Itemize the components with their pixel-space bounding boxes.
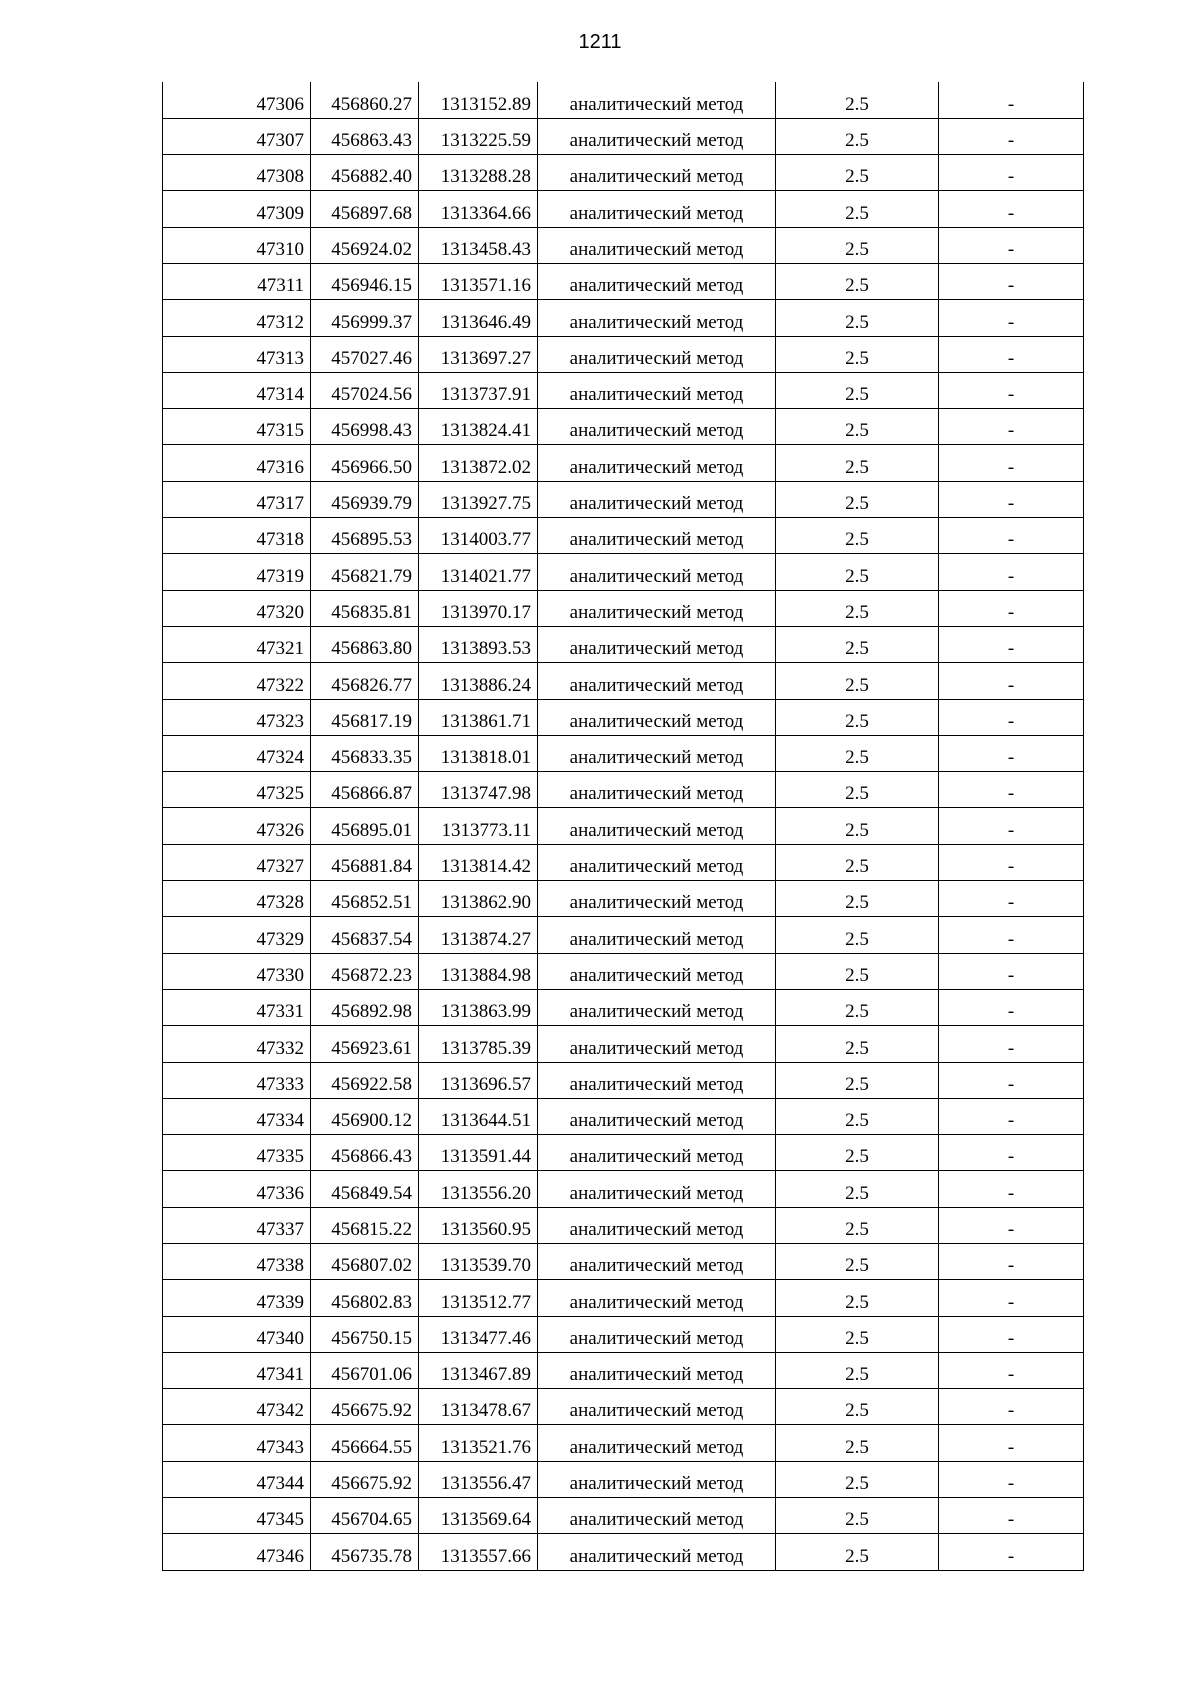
note-cell: - bbox=[939, 772, 1084, 808]
note-cell: - bbox=[939, 1498, 1084, 1534]
point-number-cell: 47335 bbox=[163, 1135, 311, 1171]
y-coordinate-cell: 1313557.66 bbox=[419, 1534, 538, 1570]
y-coordinate-cell: 1313872.02 bbox=[419, 445, 538, 481]
accuracy-cell: 2.5 bbox=[776, 1207, 939, 1243]
accuracy-cell: 2.5 bbox=[776, 1026, 939, 1062]
method-cell: аналитический метод bbox=[538, 336, 776, 372]
note-cell: - bbox=[939, 663, 1084, 699]
accuracy-cell: 2.5 bbox=[776, 989, 939, 1025]
table-row bbox=[163, 445, 1084, 481]
table-row bbox=[163, 808, 1084, 844]
accuracy-cell: 2.5 bbox=[776, 626, 939, 662]
x-coordinate-cell: 456998.43 bbox=[311, 409, 419, 445]
x-coordinate-cell: 457024.56 bbox=[311, 372, 419, 408]
x-coordinate-cell: 456923.61 bbox=[311, 1026, 419, 1062]
x-coordinate-cell: 456866.87 bbox=[311, 772, 419, 808]
accuracy-cell: 2.5 bbox=[776, 1098, 939, 1134]
point-number-cell: 47327 bbox=[163, 844, 311, 880]
x-coordinate-cell: 456966.50 bbox=[311, 445, 419, 481]
y-coordinate-cell: 1314021.77 bbox=[419, 554, 538, 590]
x-coordinate-cell: 456866.43 bbox=[311, 1135, 419, 1171]
method-cell: аналитический метод bbox=[538, 1498, 776, 1534]
y-coordinate-cell: 1313477.46 bbox=[419, 1316, 538, 1352]
table-row bbox=[163, 1062, 1084, 1098]
note-cell: - bbox=[939, 1098, 1084, 1134]
point-number-cell: 47317 bbox=[163, 481, 311, 517]
point-number-cell: 47333 bbox=[163, 1062, 311, 1098]
x-coordinate-cell: 456849.54 bbox=[311, 1171, 419, 1207]
note-cell: - bbox=[939, 1534, 1084, 1570]
point-number-cell: 47318 bbox=[163, 518, 311, 554]
note-cell: - bbox=[939, 844, 1084, 880]
table-row bbox=[163, 735, 1084, 771]
method-cell: аналитический метод bbox=[538, 590, 776, 626]
point-number-cell: 47316 bbox=[163, 445, 311, 481]
y-coordinate-cell: 1313288.28 bbox=[419, 155, 538, 191]
accuracy-cell: 2.5 bbox=[776, 590, 939, 626]
table-row bbox=[163, 881, 1084, 917]
note-cell: - bbox=[939, 409, 1084, 445]
note-cell: - bbox=[939, 590, 1084, 626]
accuracy-cell: 2.5 bbox=[776, 191, 939, 227]
y-coordinate-cell: 1313556.20 bbox=[419, 1171, 538, 1207]
note-cell: - bbox=[939, 227, 1084, 263]
method-cell: аналитический метод bbox=[538, 409, 776, 445]
table-row bbox=[163, 1207, 1084, 1243]
y-coordinate-cell: 1313862.90 bbox=[419, 881, 538, 917]
note-cell: - bbox=[939, 336, 1084, 372]
x-coordinate-cell: 456826.77 bbox=[311, 663, 419, 699]
y-coordinate-cell: 1313556.47 bbox=[419, 1461, 538, 1497]
accuracy-cell: 2.5 bbox=[776, 808, 939, 844]
table-row bbox=[163, 300, 1084, 336]
y-coordinate-cell: 1313747.98 bbox=[419, 772, 538, 808]
point-number-cell: 47314 bbox=[163, 372, 311, 408]
note-cell: - bbox=[939, 626, 1084, 662]
method-cell: аналитический метод bbox=[538, 1207, 776, 1243]
x-coordinate-cell: 456999.37 bbox=[311, 300, 419, 336]
table-row bbox=[163, 844, 1084, 880]
table-row bbox=[163, 191, 1084, 227]
table-row bbox=[163, 626, 1084, 662]
point-number-cell: 47330 bbox=[163, 953, 311, 989]
table-row bbox=[163, 1244, 1084, 1280]
y-coordinate-cell: 1313458.43 bbox=[419, 227, 538, 263]
method-cell: аналитический метод bbox=[538, 735, 776, 771]
accuracy-cell: 2.5 bbox=[776, 554, 939, 590]
point-number-cell: 47342 bbox=[163, 1389, 311, 1425]
y-coordinate-cell: 1313569.64 bbox=[419, 1498, 538, 1534]
accuracy-cell: 2.5 bbox=[776, 518, 939, 554]
point-number-cell: 47312 bbox=[163, 300, 311, 336]
note-cell: - bbox=[939, 917, 1084, 953]
accuracy-cell: 2.5 bbox=[776, 917, 939, 953]
point-number-cell: 47346 bbox=[163, 1534, 311, 1570]
note-cell: - bbox=[939, 1352, 1084, 1388]
table-row bbox=[163, 1280, 1084, 1316]
y-coordinate-cell: 1313893.53 bbox=[419, 626, 538, 662]
accuracy-cell: 2.5 bbox=[776, 155, 939, 191]
accuracy-cell: 2.5 bbox=[776, 1062, 939, 1098]
x-coordinate-cell: 456892.98 bbox=[311, 989, 419, 1025]
method-cell: аналитический метод bbox=[538, 191, 776, 227]
note-cell: - bbox=[939, 1389, 1084, 1425]
y-coordinate-cell: 1313571.16 bbox=[419, 263, 538, 299]
method-cell: аналитический метод bbox=[538, 155, 776, 191]
point-number-cell: 47313 bbox=[163, 336, 311, 372]
accuracy-cell: 2.5 bbox=[776, 699, 939, 735]
x-coordinate-cell: 456872.23 bbox=[311, 953, 419, 989]
table-row bbox=[163, 1135, 1084, 1171]
note-cell: - bbox=[939, 989, 1084, 1025]
x-coordinate-cell: 456835.81 bbox=[311, 590, 419, 626]
table-row bbox=[163, 917, 1084, 953]
note-cell: - bbox=[939, 1244, 1084, 1280]
note-cell: - bbox=[939, 1135, 1084, 1171]
note-cell: - bbox=[939, 735, 1084, 771]
y-coordinate-cell: 1313644.51 bbox=[419, 1098, 538, 1134]
x-coordinate-cell: 456664.55 bbox=[311, 1425, 419, 1461]
page-number: 1211 bbox=[578, 31, 622, 53]
method-cell: аналитический метод bbox=[538, 445, 776, 481]
method-cell: аналитический метод bbox=[538, 953, 776, 989]
table-row bbox=[163, 699, 1084, 735]
table-row bbox=[163, 1461, 1084, 1497]
x-coordinate-cell: 456895.01 bbox=[311, 808, 419, 844]
accuracy-cell: 2.5 bbox=[776, 1461, 939, 1497]
accuracy-cell: 2.5 bbox=[776, 1316, 939, 1352]
accuracy-cell: 2.5 bbox=[776, 1280, 939, 1316]
accuracy-cell: 2.5 bbox=[776, 227, 939, 263]
point-number-cell: 47320 bbox=[163, 590, 311, 626]
method-cell: аналитический метод bbox=[538, 626, 776, 662]
table-row bbox=[163, 82, 1084, 118]
x-coordinate-cell: 456821.79 bbox=[311, 554, 419, 590]
point-number-cell: 47338 bbox=[163, 1244, 311, 1280]
method-cell: аналитический метод bbox=[538, 263, 776, 299]
accuracy-cell: 2.5 bbox=[776, 336, 939, 372]
point-number-cell: 47343 bbox=[163, 1425, 311, 1461]
y-coordinate-cell: 1313970.17 bbox=[419, 590, 538, 626]
table-row bbox=[163, 1389, 1084, 1425]
x-coordinate-cell: 456815.22 bbox=[311, 1207, 419, 1243]
x-coordinate-cell: 456939.79 bbox=[311, 481, 419, 517]
method-cell: аналитический метод bbox=[538, 372, 776, 408]
x-coordinate-cell: 456900.12 bbox=[311, 1098, 419, 1134]
accuracy-cell: 2.5 bbox=[776, 953, 939, 989]
method-cell: аналитический метод bbox=[538, 481, 776, 517]
accuracy-cell: 2.5 bbox=[776, 1498, 939, 1534]
y-coordinate-cell: 1313927.75 bbox=[419, 481, 538, 517]
note-cell: - bbox=[939, 481, 1084, 517]
x-coordinate-cell: 456924.02 bbox=[311, 227, 419, 263]
point-number-cell: 47336 bbox=[163, 1171, 311, 1207]
x-coordinate-cell: 456946.15 bbox=[311, 263, 419, 299]
accuracy-cell: 2.5 bbox=[776, 82, 939, 118]
table-row bbox=[163, 1316, 1084, 1352]
y-coordinate-cell: 1313478.67 bbox=[419, 1389, 538, 1425]
method-cell: аналитический метод bbox=[538, 1425, 776, 1461]
x-coordinate-cell: 456860.27 bbox=[311, 82, 419, 118]
note-cell: - bbox=[939, 1171, 1084, 1207]
method-cell: аналитический метод bbox=[538, 844, 776, 880]
method-cell: аналитический метод bbox=[538, 118, 776, 154]
point-number-cell: 47315 bbox=[163, 409, 311, 445]
note-cell: - bbox=[939, 953, 1084, 989]
y-coordinate-cell: 1313861.71 bbox=[419, 699, 538, 735]
point-number-cell: 47306 bbox=[163, 82, 311, 118]
table-row bbox=[163, 953, 1084, 989]
note-cell: - bbox=[939, 1062, 1084, 1098]
point-number-cell: 47345 bbox=[163, 1498, 311, 1534]
note-cell: - bbox=[939, 554, 1084, 590]
accuracy-cell: 2.5 bbox=[776, 844, 939, 880]
accuracy-cell: 2.5 bbox=[776, 263, 939, 299]
method-cell: аналитический метод bbox=[538, 300, 776, 336]
accuracy-cell: 2.5 bbox=[776, 300, 939, 336]
y-coordinate-cell: 1313152.89 bbox=[419, 82, 538, 118]
y-coordinate-cell: 1313591.44 bbox=[419, 1135, 538, 1171]
point-number-cell: 47319 bbox=[163, 554, 311, 590]
point-number-cell: 47331 bbox=[163, 989, 311, 1025]
point-number-cell: 47344 bbox=[163, 1461, 311, 1497]
accuracy-cell: 2.5 bbox=[776, 1534, 939, 1570]
x-coordinate-cell: 456807.02 bbox=[311, 1244, 419, 1280]
y-coordinate-cell: 1314003.77 bbox=[419, 518, 538, 554]
y-coordinate-cell: 1313225.59 bbox=[419, 118, 538, 154]
x-coordinate-cell: 456701.06 bbox=[311, 1352, 419, 1388]
accuracy-cell: 2.5 bbox=[776, 881, 939, 917]
point-number-cell: 47340 bbox=[163, 1316, 311, 1352]
note-cell: - bbox=[939, 1425, 1084, 1461]
note-cell: - bbox=[939, 118, 1084, 154]
x-coordinate-cell: 456817.19 bbox=[311, 699, 419, 735]
table-row bbox=[163, 372, 1084, 408]
y-coordinate-cell: 1313467.89 bbox=[419, 1352, 538, 1388]
y-coordinate-cell: 1313539.70 bbox=[419, 1244, 538, 1280]
y-coordinate-cell: 1313824.41 bbox=[419, 409, 538, 445]
table-row bbox=[163, 1498, 1084, 1534]
accuracy-cell: 2.5 bbox=[776, 1425, 939, 1461]
table-row bbox=[163, 772, 1084, 808]
note-cell: - bbox=[939, 263, 1084, 299]
note-cell: - bbox=[939, 1316, 1084, 1352]
point-number-cell: 47309 bbox=[163, 191, 311, 227]
y-coordinate-cell: 1313773.11 bbox=[419, 808, 538, 844]
y-coordinate-cell: 1313886.24 bbox=[419, 663, 538, 699]
point-number-cell: 47325 bbox=[163, 772, 311, 808]
accuracy-cell: 2.5 bbox=[776, 735, 939, 771]
method-cell: аналитический метод bbox=[538, 772, 776, 808]
method-cell: аналитический метод bbox=[538, 989, 776, 1025]
table-row bbox=[163, 518, 1084, 554]
table-row bbox=[163, 590, 1084, 626]
method-cell: аналитический метод bbox=[538, 518, 776, 554]
method-cell: аналитический метод bbox=[538, 663, 776, 699]
x-coordinate-cell: 456833.35 bbox=[311, 735, 419, 771]
y-coordinate-cell: 1313646.49 bbox=[419, 300, 538, 336]
method-cell: аналитический метод bbox=[538, 699, 776, 735]
point-number-cell: 47326 bbox=[163, 808, 311, 844]
table-row bbox=[163, 554, 1084, 590]
table-row bbox=[163, 663, 1084, 699]
point-number-cell: 47339 bbox=[163, 1280, 311, 1316]
method-cell: аналитический метод bbox=[538, 1135, 776, 1171]
method-cell: аналитический метод bbox=[538, 1389, 776, 1425]
x-coordinate-cell: 456881.84 bbox=[311, 844, 419, 880]
point-number-cell: 47324 bbox=[163, 735, 311, 771]
x-coordinate-cell: 456863.43 bbox=[311, 118, 419, 154]
point-number-cell: 47332 bbox=[163, 1026, 311, 1062]
accuracy-cell: 2.5 bbox=[776, 772, 939, 808]
note-cell: - bbox=[939, 82, 1084, 118]
x-coordinate-cell: 456897.68 bbox=[311, 191, 419, 227]
table-row bbox=[163, 118, 1084, 154]
method-cell: аналитический метод bbox=[538, 808, 776, 844]
method-cell: аналитический метод bbox=[538, 1461, 776, 1497]
y-coordinate-cell: 1313737.91 bbox=[419, 372, 538, 408]
x-coordinate-cell: 456675.92 bbox=[311, 1389, 419, 1425]
point-number-cell: 47329 bbox=[163, 917, 311, 953]
note-cell: - bbox=[939, 155, 1084, 191]
point-number-cell: 47308 bbox=[163, 155, 311, 191]
method-cell: аналитический метод bbox=[538, 1316, 776, 1352]
table-row bbox=[163, 1171, 1084, 1207]
x-coordinate-cell: 456750.15 bbox=[311, 1316, 419, 1352]
coordinates-table bbox=[162, 82, 1084, 1571]
method-cell: аналитический метод bbox=[538, 227, 776, 263]
table-row bbox=[163, 336, 1084, 372]
y-coordinate-cell: 1313364.66 bbox=[419, 191, 538, 227]
x-coordinate-cell: 456895.53 bbox=[311, 518, 419, 554]
table-row bbox=[163, 1352, 1084, 1388]
note-cell: - bbox=[939, 1280, 1084, 1316]
method-cell: аналитический метод bbox=[538, 1280, 776, 1316]
point-number-cell: 47334 bbox=[163, 1098, 311, 1134]
note-cell: - bbox=[939, 300, 1084, 336]
accuracy-cell: 2.5 bbox=[776, 445, 939, 481]
note-cell: - bbox=[939, 372, 1084, 408]
y-coordinate-cell: 1313814.42 bbox=[419, 844, 538, 880]
y-coordinate-cell: 1313818.01 bbox=[419, 735, 538, 771]
note-cell: - bbox=[939, 1461, 1084, 1497]
y-coordinate-cell: 1313512.77 bbox=[419, 1280, 538, 1316]
table-row bbox=[163, 1425, 1084, 1461]
table-row bbox=[163, 1098, 1084, 1134]
method-cell: аналитический метод bbox=[538, 1098, 776, 1134]
method-cell: аналитический метод bbox=[538, 1026, 776, 1062]
note-cell: - bbox=[939, 1207, 1084, 1243]
method-cell: аналитический метод bbox=[538, 554, 776, 590]
method-cell: аналитический метод bbox=[538, 1244, 776, 1280]
note-cell: - bbox=[939, 699, 1084, 735]
table-row bbox=[163, 263, 1084, 299]
point-number-cell: 47307 bbox=[163, 118, 311, 154]
point-number-cell: 47310 bbox=[163, 227, 311, 263]
x-coordinate-cell: 456675.92 bbox=[311, 1461, 419, 1497]
point-number-cell: 47341 bbox=[163, 1352, 311, 1388]
accuracy-cell: 2.5 bbox=[776, 481, 939, 517]
note-cell: - bbox=[939, 1026, 1084, 1062]
method-cell: аналитический метод bbox=[538, 1171, 776, 1207]
x-coordinate-cell: 456837.54 bbox=[311, 917, 419, 953]
y-coordinate-cell: 1313560.95 bbox=[419, 1207, 538, 1243]
y-coordinate-cell: 1313863.99 bbox=[419, 989, 538, 1025]
y-coordinate-cell: 1313697.27 bbox=[419, 336, 538, 372]
point-number-cell: 47328 bbox=[163, 881, 311, 917]
x-coordinate-cell: 456863.80 bbox=[311, 626, 419, 662]
accuracy-cell: 2.5 bbox=[776, 409, 939, 445]
accuracy-cell: 2.5 bbox=[776, 1352, 939, 1388]
accuracy-cell: 2.5 bbox=[776, 118, 939, 154]
note-cell: - bbox=[939, 518, 1084, 554]
x-coordinate-cell: 456735.78 bbox=[311, 1534, 419, 1570]
point-number-cell: 47337 bbox=[163, 1207, 311, 1243]
point-number-cell: 47311 bbox=[163, 263, 311, 299]
table-body bbox=[163, 82, 1084, 1570]
method-cell: аналитический метод bbox=[538, 917, 776, 953]
note-cell: - bbox=[939, 808, 1084, 844]
table-row bbox=[163, 481, 1084, 517]
method-cell: аналитический метод bbox=[538, 1534, 776, 1570]
method-cell: аналитический метод bbox=[538, 881, 776, 917]
accuracy-cell: 2.5 bbox=[776, 1389, 939, 1425]
table-row bbox=[163, 1534, 1084, 1570]
point-number-cell: 47322 bbox=[163, 663, 311, 699]
method-cell: аналитический метод bbox=[538, 1352, 776, 1388]
x-coordinate-cell: 456852.51 bbox=[311, 881, 419, 917]
accuracy-cell: 2.5 bbox=[776, 1135, 939, 1171]
y-coordinate-cell: 1313521.76 bbox=[419, 1425, 538, 1461]
x-coordinate-cell: 456882.40 bbox=[311, 155, 419, 191]
x-coordinate-cell: 456922.58 bbox=[311, 1062, 419, 1098]
note-cell: - bbox=[939, 445, 1084, 481]
y-coordinate-cell: 1313696.57 bbox=[419, 1062, 538, 1098]
method-cell: аналитический метод bbox=[538, 1062, 776, 1098]
method-cell: аналитический метод bbox=[538, 82, 776, 118]
y-coordinate-cell: 1313874.27 bbox=[419, 917, 538, 953]
table-row bbox=[163, 409, 1084, 445]
accuracy-cell: 2.5 bbox=[776, 1244, 939, 1280]
x-coordinate-cell: 456704.65 bbox=[311, 1498, 419, 1534]
table-row bbox=[163, 989, 1084, 1025]
accuracy-cell: 2.5 bbox=[776, 1171, 939, 1207]
x-coordinate-cell: 457027.46 bbox=[311, 336, 419, 372]
accuracy-cell: 2.5 bbox=[776, 663, 939, 699]
note-cell: - bbox=[939, 191, 1084, 227]
point-number-cell: 47323 bbox=[163, 699, 311, 735]
table-row bbox=[163, 227, 1084, 263]
point-number-cell: 47321 bbox=[163, 626, 311, 662]
x-coordinate-cell: 456802.83 bbox=[311, 1280, 419, 1316]
accuracy-cell: 2.5 bbox=[776, 372, 939, 408]
note-cell: - bbox=[939, 881, 1084, 917]
table-row bbox=[163, 1026, 1084, 1062]
y-coordinate-cell: 1313884.98 bbox=[419, 953, 538, 989]
table-row bbox=[163, 155, 1084, 191]
y-coordinate-cell: 1313785.39 bbox=[419, 1026, 538, 1062]
